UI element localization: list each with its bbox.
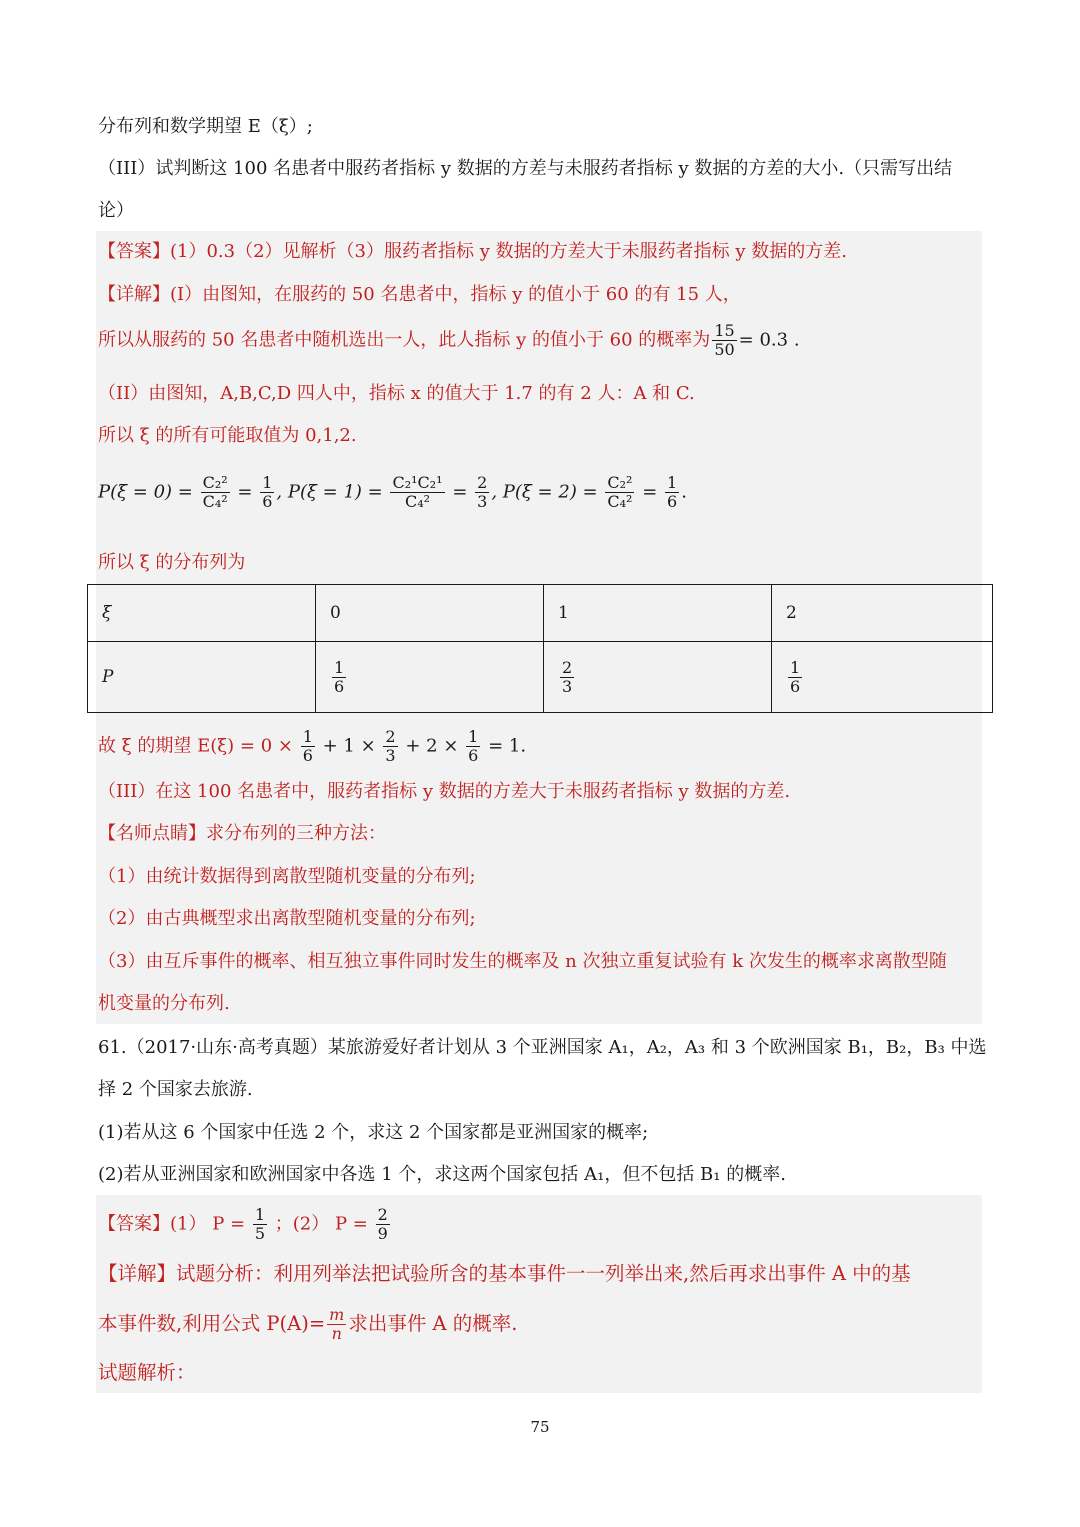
detail-60-line1: 【详解】(I）由图知，在服药的 50 名患者中，指标 y 的值小于 60 的有 15 人， (98, 284, 741, 305)
question-61-line2: 择 2 个国家去旅游. (98, 1079, 253, 1100)
page-number: 75 (530, 1418, 550, 1436)
expectation-line: 故 ξ 的期望 E(ξ) = 0 × $\frac{1}{6}$ + 1 × $\frac{2}{3}$ + 2 × $\frac{1}{6}$ = 1. (98, 727, 527, 765)
table-cell: 2 (772, 585, 993, 642)
tip-1: （1）由统计数据得到离散型随机变量的分布列; (98, 866, 476, 887)
detail-61-line2: 本事件数,利用公式 P(A)= $\frac{m}{n}$ 求出事件 A 的概率. (98, 1305, 518, 1343)
answer-61: 【答案】(1） P = $\frac{1}{5}$ ；(2） P = $\frac{2}{9}$ (98, 1205, 388, 1243)
probability-formula: P(ξ = 0) = $\frac{\text{C₂²}}{\text{C₄²}}$ = $\frac{1}{6}$ , P(ξ = 1) = $\frac{\text{C₂¹C₂¹}}{\text{C₄²}}$ = $\frac{2}{3}$ , P(ξ = 2) = $\frac{\text{C₂²}}{\text{C₄²}}$ = $\frac{1}{6}$ . (98, 473, 687, 511)
part2-line2: 所以 ξ 的所有可能取值为 0,1,2. (98, 425, 357, 446)
table-row-xi (88, 585, 993, 642)
detail-61-line1: 【详解】试题分析：利用列举法把试验所含的基本事件一一列举出来,然后再求出事件 A 中的基 (98, 1262, 911, 1285)
distribution-intro: 所以 ξ 的分布列为 (98, 552, 246, 573)
question-61-line1: 61.（2017·山东·高考真题）某旅游爱好者计划从 3 个亚洲国家 A₁，A₂，A₃ 和 3 个欧洲国家 B₁，B₂，B₃ 中选 (98, 1037, 987, 1058)
question-61-part2: (2)若从亚洲国家和欧洲国家中各选 1 个，求这两个国家包括 A₁，但不包括 B₁ 的概率. (98, 1164, 786, 1185)
tip-3b: 机变量的分布列. (98, 993, 230, 1014)
answer-60: 【答案】(1）0.3（2）见解析（3）服药者指标 y 数据的方差大于未服药者指标 y 数据的方差. (98, 241, 847, 262)
part2-line1: （II）由图知，A,B,C,D 四人中，指标 x 的值大于 1.7 的有 2 人：A 和 C. (98, 383, 695, 404)
tip-title: 【名师点睛】求分布列的三种方法： (98, 823, 386, 844)
table-cell: 1 (544, 585, 772, 642)
distribution-table (87, 584, 993, 713)
question-part-3: （III）试判断这 100 名患者中服药者指标 y 数据的方差与未服药者指标 y 数据的方差的大小.（只需写出结 (98, 158, 953, 179)
part3-conclusion: （III）在这 100 名患者中，服药者指标 y 数据的方差大于未服药者指标 y 数据的方差. (98, 781, 791, 802)
analysis-heading: 试题解析： (98, 1361, 196, 1384)
table-cell: $\frac{2}{3}$ (544, 642, 772, 713)
question-continuation: 分布列和数学期望 E（ξ）; (98, 116, 313, 137)
table-cell: P (88, 642, 316, 713)
table-cell: 0 (316, 585, 544, 642)
table-cell: $\frac{1}{6}$ (772, 642, 993, 713)
tip-3a: （3）由互斥事件的概率、相互独立事件同时发生的概率及 n 次独立重复试验有 k 次发生的概率求离散型随 (98, 951, 947, 972)
question-61-part1: (1)若从这 6 个国家中任选 2 个，求这 2 个国家都是亚洲国家的概率; (98, 1122, 649, 1143)
table-cell: ξ (88, 585, 316, 642)
table-cell: $\frac{1}{6}$ (316, 642, 544, 713)
detail-60-line2: 所以从服药的 50 名患者中随机选出一人，此人指标 y 的值小于 60 的概率为 $\frac{15}{50}$ = 0.3 . (98, 321, 800, 359)
tip-2: （2）由古典概型求出离散型随机变量的分布列; (98, 908, 476, 929)
question-part-3-end: 论） (98, 200, 134, 221)
table-row-p (88, 642, 993, 713)
